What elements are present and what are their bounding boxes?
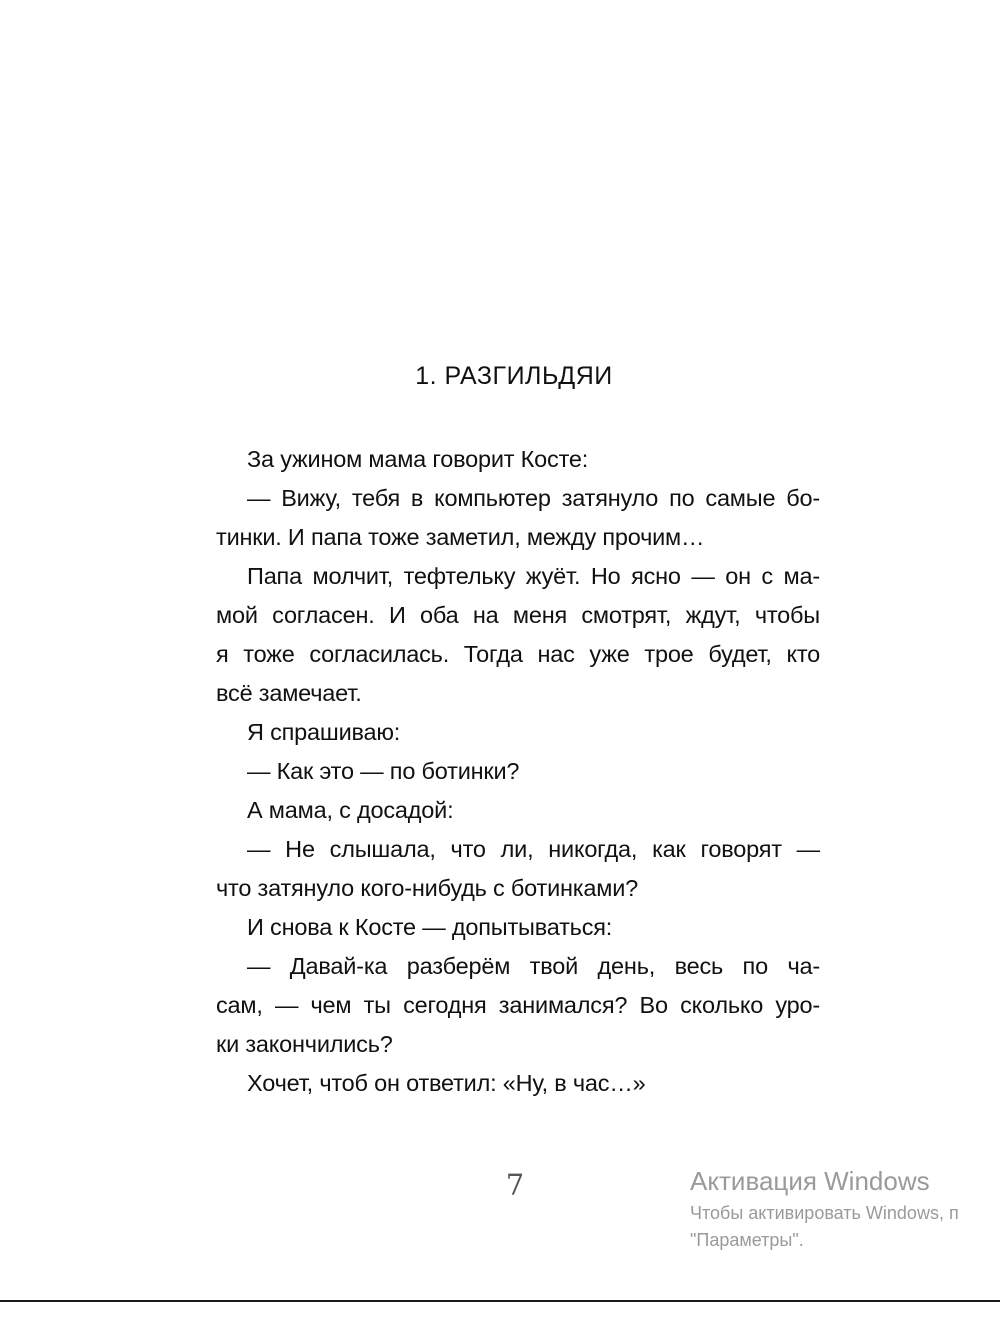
text-line: я тоже согласилась. Тогда нас уже трое будет, кто: [216, 641, 820, 667]
chapter-title: 1. РАЗГИЛЬДЯИ: [415, 362, 613, 390]
watermark-line: Чтобы активировать Windows, п: [690, 1203, 959, 1223]
text-line: Хочет, чтоб он ответил: «Ну, в час…»: [247, 1070, 646, 1096]
text-line: — Не слышала, что ли, никогда, как говорят —: [247, 836, 820, 862]
text-line: А мама, с досадой:: [247, 797, 454, 823]
text-line: сам, — чем ты сегодня занимался? Во сколько уро-: [216, 992, 820, 1018]
page-number: 7: [505, 1168, 525, 1202]
text-line: тинки. И папа тоже заметил, между прочим…: [216, 524, 705, 550]
text-line: Я спрашиваю:: [247, 719, 401, 745]
text-line: ки закончились?: [216, 1031, 393, 1057]
watermark-title: Активация Windows: [690, 1166, 930, 1196]
text-line: что затянуло кого-нибудь с ботинками?: [216, 875, 638, 901]
text-line: — Вижу, тебя в компьютер затянуло по самые бо-: [247, 485, 820, 511]
watermark-line: "Параметры".: [690, 1230, 804, 1250]
text-line: Папа молчит, тефтельку жуёт. Но ясно — он с ма-: [247, 563, 820, 589]
text-line: — Давай-ка разберём твой день, весь по ча-: [247, 953, 820, 979]
body-text: [216, 440, 820, 1103]
bottom-divider: [0, 1300, 1000, 1302]
text-line: мой согласен. И оба на меня смотрят, ждут, чтобы: [216, 602, 820, 628]
text-line: всё замечает.: [216, 680, 362, 706]
text-line: И снова к Косте — допытываться:: [247, 914, 613, 940]
text-line: За ужином мама говорит Косте:: [247, 446, 589, 472]
windows-activation-watermark: [690, 1162, 959, 1254]
text-line: — Как это — по ботинки?: [247, 758, 520, 784]
